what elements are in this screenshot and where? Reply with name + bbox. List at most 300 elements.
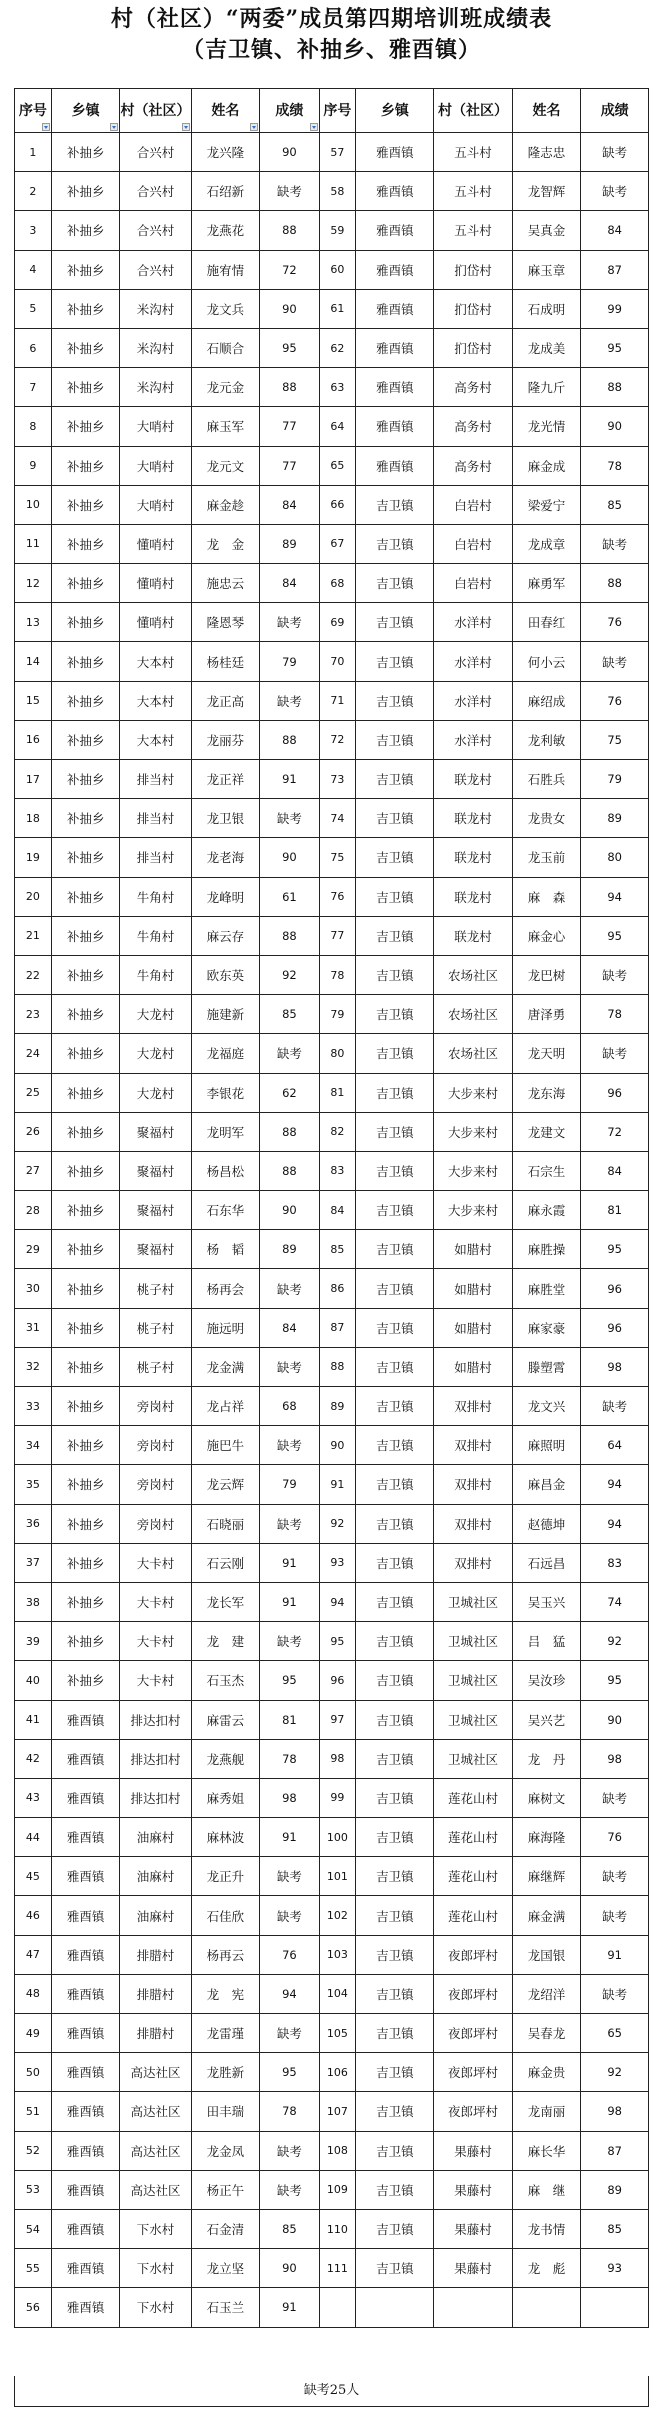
title-line-1: 村（社区）“两委”成员第四期培训班成绩表 [110, 6, 553, 32]
left-town-cell: 雅酉镇 [51, 1896, 120, 1935]
left-seq-cell: 52 [15, 2131, 52, 2170]
left-village-cell: 排腊村 [120, 2014, 191, 2053]
left-name-cell: 杨再云 [191, 1935, 260, 1974]
left-name-cell: 杨再会 [191, 1269, 260, 1308]
left-name-cell: 麻林波 [191, 1818, 260, 1857]
left-seq-cell: 44 [15, 1818, 52, 1857]
left-town-cell: 补抽乡 [51, 603, 120, 642]
absence-summary: 缺考25人 [14, 2376, 649, 2407]
left-town-cell: 补抽乡 [51, 1112, 120, 1151]
left-village-cell: 排腊村 [120, 1935, 191, 1974]
table-row [15, 1739, 649, 1778]
left-village-cell: 大哨村 [120, 446, 191, 485]
table-row [15, 1230, 649, 1269]
right-name-cell: 麻 森 [512, 877, 581, 916]
right-score-cell: 87 [581, 250, 649, 289]
right-score-cell: 83 [581, 1543, 649, 1582]
right-seq-cell: 88 [319, 1347, 356, 1386]
left-score-cell: 61 [260, 877, 319, 916]
left-village-cell: 排达扣村 [120, 1700, 191, 1739]
right-score-cell: 89 [581, 799, 649, 838]
right-village-cell: 联龙村 [434, 916, 512, 955]
table-row [15, 1465, 649, 1504]
left-village-cell: 大龙村 [120, 1034, 191, 1073]
right-town-cell: 吉卫镇 [356, 1387, 434, 1426]
right-village-cell: 双排村 [434, 1543, 512, 1582]
left-seq-cell: 49 [15, 2014, 52, 2053]
left-village-cell: 旁岗村 [120, 1504, 191, 1543]
right-town-cell: 吉卫镇 [356, 603, 434, 642]
right-score-cell: 92 [581, 1622, 649, 1661]
right-town-cell: 吉卫镇 [356, 1857, 434, 1896]
right-village-cell: 联龙村 [434, 838, 512, 877]
left-seq-cell: 43 [15, 1778, 52, 1817]
right-name-cell: 龙南丽 [512, 2092, 581, 2131]
header-seq: 序号 [15, 89, 52, 133]
left-score-cell: 95 [260, 2053, 319, 2092]
right-seq-cell: 76 [319, 877, 356, 916]
left-village-cell: 桃子村 [120, 1347, 191, 1386]
table-row [15, 1700, 649, 1739]
left-name-cell: 施忠云 [191, 564, 260, 603]
table-row [15, 1543, 649, 1582]
left-town-cell: 补抽乡 [51, 642, 120, 681]
left-village-cell: 牛角村 [120, 955, 191, 994]
right-town-cell: 吉卫镇 [356, 2092, 434, 2131]
left-seq-cell: 51 [15, 2092, 52, 2131]
header-village: 村（社区） [120, 89, 191, 133]
right-village-cell: 莲花山村 [434, 1857, 512, 1896]
left-town-cell: 补抽乡 [51, 289, 120, 328]
right-seq-cell: 79 [319, 995, 356, 1034]
left-village-cell: 旁岗村 [120, 1426, 191, 1465]
right-town-cell: 吉卫镇 [356, 2014, 434, 2053]
left-seq-cell: 13 [15, 603, 52, 642]
right-seq-cell: 80 [319, 1034, 356, 1073]
table-row [15, 642, 649, 681]
right-name-cell: 龙成章 [512, 524, 581, 563]
left-score-cell: 98 [260, 1778, 319, 1817]
table-row [15, 1935, 649, 1974]
right-village-cell: 扪岱村 [434, 289, 512, 328]
right-village-cell: 莲花山村 [434, 1818, 512, 1857]
left-town-cell: 补抽乡 [51, 955, 120, 994]
left-seq-cell: 55 [15, 2249, 52, 2288]
left-seq-cell: 22 [15, 955, 52, 994]
left-name-cell: 石东华 [191, 1191, 260, 1230]
right-village-cell: 双排村 [434, 1387, 512, 1426]
right-town-cell: 吉卫镇 [356, 760, 434, 799]
table-row [15, 760, 649, 799]
right-score-cell: 75 [581, 720, 649, 759]
right-town-cell: 雅酉镇 [356, 328, 434, 367]
left-town-cell: 补抽乡 [51, 995, 120, 1034]
left-score-cell: 缺考 [260, 1034, 319, 1073]
right-seq-cell: 91 [319, 1465, 356, 1504]
table-row [15, 211, 649, 250]
right-name-cell: 麻昌金 [512, 1465, 581, 1504]
left-seq-cell: 53 [15, 2170, 52, 2209]
right-seq-cell: 95 [319, 1622, 356, 1661]
right-village-cell: 高务村 [434, 368, 512, 407]
header-seq-right: 序号 [319, 89, 356, 133]
left-seq-cell: 35 [15, 1465, 52, 1504]
left-village-cell: 懂哨村 [120, 603, 191, 642]
left-seq-cell: 41 [15, 1700, 52, 1739]
left-town-cell: 补抽乡 [51, 250, 120, 289]
left-score-cell: 89 [260, 524, 319, 563]
left-village-cell: 大卡村 [120, 1543, 191, 1582]
table-row [15, 2053, 649, 2092]
right-score-cell: 缺考 [581, 1778, 649, 1817]
right-village-cell: 双排村 [434, 1465, 512, 1504]
left-name-cell: 龙正升 [191, 1857, 260, 1896]
right-name-cell: 麻长华 [512, 2131, 581, 2170]
right-town-cell: 吉卫镇 [356, 1073, 434, 1112]
table-row [15, 250, 649, 289]
left-score-cell: 72 [260, 250, 319, 289]
right-score-cell: 94 [581, 1504, 649, 1543]
table-row [15, 720, 649, 759]
left-town-cell: 补抽乡 [51, 1387, 120, 1426]
left-town-cell: 补抽乡 [51, 1543, 120, 1582]
filter-dropdown-icon[interactable] [182, 123, 190, 131]
right-village-cell: 五斗村 [434, 133, 512, 172]
left-village-cell: 聚福村 [120, 1191, 191, 1230]
right-town-cell: 吉卫镇 [356, 1622, 434, 1661]
left-name-cell: 李银花 [191, 1073, 260, 1112]
right-seq-cell: 83 [319, 1151, 356, 1190]
left-score-cell: 77 [260, 446, 319, 485]
left-seq-cell: 2 [15, 172, 52, 211]
left-village-cell: 大龙村 [120, 995, 191, 1034]
left-town-cell: 雅酉镇 [51, 2092, 120, 2131]
left-score-cell: 91 [260, 1543, 319, 1582]
left-village-cell: 下水村 [120, 2288, 191, 2327]
left-village-cell: 大本村 [120, 720, 191, 759]
right-town-cell: 吉卫镇 [356, 1269, 434, 1308]
left-seq-cell: 33 [15, 1387, 52, 1426]
table-row [15, 1112, 649, 1151]
right-seq-cell: 60 [319, 250, 356, 289]
left-seq-cell: 3 [15, 211, 52, 250]
left-village-cell: 旁岗村 [120, 1465, 191, 1504]
table-row [15, 1034, 649, 1073]
left-town-cell: 补抽乡 [51, 1034, 120, 1073]
filter-dropdown-icon[interactable] [310, 123, 318, 131]
left-name-cell: 石绍新 [191, 172, 260, 211]
right-name-cell: 麻永霞 [512, 1191, 581, 1230]
right-village-cell: 如腊村 [434, 1308, 512, 1347]
right-town-cell: 吉卫镇 [356, 1151, 434, 1190]
right-name-cell: 麻金心 [512, 916, 581, 955]
right-score-cell: 95 [581, 1661, 649, 1700]
left-town-cell: 补抽乡 [51, 368, 120, 407]
left-seq-cell: 7 [15, 368, 52, 407]
right-name-cell: 唐泽勇 [512, 995, 581, 1034]
table-row [15, 955, 649, 994]
right-town-cell: 吉卫镇 [356, 2249, 434, 2288]
filter-dropdown-icon[interactable] [110, 123, 118, 131]
right-name-cell: 麻胜堂 [512, 1269, 581, 1308]
table-row [15, 328, 649, 367]
left-score-cell: 62 [260, 1073, 319, 1112]
right-seq-cell: 86 [319, 1269, 356, 1308]
table-row [15, 2014, 649, 2053]
right-name-cell: 麻金成 [512, 446, 581, 485]
right-village-cell: 高务村 [434, 407, 512, 446]
right-town-cell: 吉卫镇 [356, 1778, 434, 1817]
right-score-cell: 99 [581, 289, 649, 328]
right-village-cell: 农场社区 [434, 955, 512, 994]
left-village-cell: 牛角村 [120, 877, 191, 916]
right-seq-cell: 106 [319, 2053, 356, 2092]
left-name-cell: 施巴牛 [191, 1426, 260, 1465]
right-score-cell: 缺考 [581, 955, 649, 994]
right-seq-cell: 99 [319, 1778, 356, 1817]
left-seq-cell: 8 [15, 407, 52, 446]
left-town-cell: 补抽乡 [51, 1151, 120, 1190]
right-score-cell: 96 [581, 1073, 649, 1112]
left-score-cell: 90 [260, 1191, 319, 1230]
left-village-cell: 大本村 [120, 681, 191, 720]
left-name-cell: 麻雷云 [191, 1700, 260, 1739]
right-score-cell: 76 [581, 1818, 649, 1857]
left-village-cell: 合兴村 [120, 133, 191, 172]
right-village-cell: 莲花山村 [434, 1778, 512, 1817]
left-name-cell: 龙丽芬 [191, 720, 260, 759]
left-score-cell: 缺考 [260, 1269, 319, 1308]
right-seq-cell: 101 [319, 1857, 356, 1896]
right-name-cell: 麻胜操 [512, 1230, 581, 1269]
left-seq-cell: 39 [15, 1622, 52, 1661]
header-row [15, 89, 649, 133]
right-score-cell: 87 [581, 2131, 649, 2170]
right-score-cell: 79 [581, 760, 649, 799]
right-name-cell: 滕塑霄 [512, 1347, 581, 1386]
table-row [15, 1974, 649, 2013]
left-town-cell: 补抽乡 [51, 1622, 120, 1661]
right-name-cell: 石宗生 [512, 1151, 581, 1190]
right-village-cell: 高务村 [434, 446, 512, 485]
right-score-cell: 72 [581, 1112, 649, 1151]
right-score-cell: 92 [581, 2053, 649, 2092]
right-seq-cell: 100 [319, 1818, 356, 1857]
table-row [15, 1269, 649, 1308]
table-row [15, 368, 649, 407]
right-name-cell: 麻继辉 [512, 1857, 581, 1896]
table-row [15, 2209, 649, 2248]
left-seq-cell: 16 [15, 720, 52, 759]
left-score-cell: 90 [260, 2249, 319, 2288]
left-town-cell: 补抽乡 [51, 1073, 120, 1112]
right-town-cell: 雅酉镇 [356, 211, 434, 250]
right-seq-cell: 102 [319, 1896, 356, 1935]
left-name-cell: 龙长军 [191, 1582, 260, 1621]
left-name-cell: 欧东英 [191, 955, 260, 994]
left-town-cell: 雅酉镇 [51, 2053, 120, 2092]
left-name-cell: 龙文兵 [191, 289, 260, 328]
right-town-cell: 吉卫镇 [356, 2131, 434, 2170]
left-village-cell: 大本村 [120, 642, 191, 681]
right-name-cell: 龙文兴 [512, 1387, 581, 1426]
right-name-cell: 吴玉兴 [512, 1582, 581, 1621]
right-seq-cell: 70 [319, 642, 356, 681]
left-town-cell: 补抽乡 [51, 760, 120, 799]
right-score-cell: 缺考 [581, 1857, 649, 1896]
right-score-cell: 89 [581, 2170, 649, 2209]
left-score-cell: 79 [260, 1465, 319, 1504]
left-village-cell: 牛角村 [120, 916, 191, 955]
left-town-cell: 补抽乡 [51, 1230, 120, 1269]
title-line-2: （吉卫镇、补抽乡、雅酉镇） [181, 37, 481, 63]
left-town-cell: 补抽乡 [51, 681, 120, 720]
right-town-cell: 吉卫镇 [356, 1974, 434, 2013]
right-seq-cell: 78 [319, 955, 356, 994]
left-name-cell: 隆恩琴 [191, 603, 260, 642]
right-town-cell: 雅酉镇 [356, 407, 434, 446]
left-seq-cell: 19 [15, 838, 52, 877]
left-village-cell: 米沟村 [120, 328, 191, 367]
table-row [15, 2288, 649, 2327]
right-town-cell: 吉卫镇 [356, 2209, 434, 2248]
right-score-cell: 95 [581, 1230, 649, 1269]
right-name-cell: 吴春龙 [512, 2014, 581, 2053]
right-village-cell: 夜郎坪村 [434, 1974, 512, 2013]
right-seq-cell: 107 [319, 2092, 356, 2131]
right-village-cell: 莲花山村 [434, 1896, 512, 1935]
left-town-cell: 补抽乡 [51, 211, 120, 250]
right-seq-cell: 108 [319, 2131, 356, 2170]
right-score-cell: 90 [581, 407, 649, 446]
left-village-cell: 聚福村 [120, 1112, 191, 1151]
left-score-cell: 85 [260, 2209, 319, 2248]
left-name-cell: 杨昌松 [191, 1151, 260, 1190]
right-seq-cell: 105 [319, 2014, 356, 2053]
left-score-cell: 缺考 [260, 603, 319, 642]
left-town-cell: 补抽乡 [51, 407, 120, 446]
right-score-cell: 缺考 [581, 524, 649, 563]
table-row [15, 446, 649, 485]
left-score-cell: 缺考 [260, 1426, 319, 1465]
right-village-cell: 大步来村 [434, 1191, 512, 1230]
left-seq-cell: 21 [15, 916, 52, 955]
left-village-cell: 大卡村 [120, 1661, 191, 1700]
left-score-cell: 94 [260, 1974, 319, 2013]
left-score-cell: 78 [260, 1739, 319, 1778]
right-seq-cell: 66 [319, 485, 356, 524]
left-score-cell: 78 [260, 2092, 319, 2131]
right-town-cell: 吉卫镇 [356, 1426, 434, 1465]
right-name-cell: 石成明 [512, 289, 581, 328]
left-village-cell: 桃子村 [120, 1269, 191, 1308]
left-town-cell: 补抽乡 [51, 1269, 120, 1308]
right-seq-cell: 65 [319, 446, 356, 485]
right-town-cell: 吉卫镇 [356, 916, 434, 955]
left-village-cell: 下水村 [120, 2209, 191, 2248]
right-name-cell: 麻绍成 [512, 681, 581, 720]
left-score-cell: 68 [260, 1387, 319, 1426]
right-score-cell: 85 [581, 2209, 649, 2248]
right-town-cell: 吉卫镇 [356, 1896, 434, 1935]
right-score-cell: 98 [581, 1739, 649, 1778]
left-name-cell: 龙元文 [191, 446, 260, 485]
right-town-cell: 雅酉镇 [356, 368, 434, 407]
left-town-cell: 雅酉镇 [51, 1818, 120, 1857]
right-village-cell: 果藤村 [434, 2170, 512, 2209]
left-town-cell: 雅酉镇 [51, 1974, 120, 2013]
table-row [15, 1387, 649, 1426]
filter-dropdown-icon[interactable] [42, 123, 50, 131]
table-row [15, 877, 649, 916]
left-town-cell: 补抽乡 [51, 328, 120, 367]
left-score-cell: 缺考 [260, 1622, 319, 1661]
header-town-right: 乡镇 [356, 89, 434, 133]
left-score-cell: 88 [260, 211, 319, 250]
left-seq-cell: 6 [15, 328, 52, 367]
right-village-cell: 夜郎坪村 [434, 1935, 512, 1974]
left-town-cell: 雅酉镇 [51, 2014, 120, 2053]
left-score-cell: 缺考 [260, 172, 319, 211]
table-row [15, 1818, 649, 1857]
right-name-cell: 龙国银 [512, 1935, 581, 1974]
right-town-cell: 吉卫镇 [356, 1818, 434, 1857]
left-seq-cell: 17 [15, 760, 52, 799]
left-score-cell: 缺考 [260, 1347, 319, 1386]
left-seq-cell: 37 [15, 1543, 52, 1582]
right-name-cell: 龙 彪 [512, 2249, 581, 2288]
filter-dropdown-icon[interactable] [250, 123, 258, 131]
table-row [15, 2092, 649, 2131]
right-score-cell: 94 [581, 1465, 649, 1504]
left-seq-cell: 12 [15, 564, 52, 603]
left-village-cell: 聚福村 [120, 1230, 191, 1269]
left-score-cell: 84 [260, 564, 319, 603]
left-town-cell: 补抽乡 [51, 1465, 120, 1504]
right-village-cell: 白岩村 [434, 564, 512, 603]
right-name-cell: 梁爱宁 [512, 485, 581, 524]
right-village-cell: 大步来村 [434, 1112, 512, 1151]
right-seq-cell: 92 [319, 1504, 356, 1543]
right-score-cell: 90 [581, 1700, 649, 1739]
table-row [15, 799, 649, 838]
right-town-cell: 吉卫镇 [356, 681, 434, 720]
left-score-cell: 88 [260, 1151, 319, 1190]
table-body [15, 133, 649, 2328]
right-score-cell: 98 [581, 2092, 649, 2131]
left-village-cell: 排腊村 [120, 1974, 191, 2013]
left-name-cell: 龙峰明 [191, 877, 260, 916]
right-score-cell: 85 [581, 485, 649, 524]
left-seq-cell: 11 [15, 524, 52, 563]
right-score-cell: 98 [581, 1347, 649, 1386]
left-name-cell: 石晓丽 [191, 1504, 260, 1543]
left-seq-cell: 10 [15, 485, 52, 524]
right-score-cell: 74 [581, 1582, 649, 1621]
left-village-cell: 大卡村 [120, 1622, 191, 1661]
right-name-cell: 吴兴艺 [512, 1700, 581, 1739]
left-score-cell: 缺考 [260, 1857, 319, 1896]
right-village-cell: 卫城社区 [434, 1622, 512, 1661]
left-town-cell: 补抽乡 [51, 1504, 120, 1543]
right-score-cell: 96 [581, 1308, 649, 1347]
left-name-cell: 杨 韬 [191, 1230, 260, 1269]
left-town-cell: 雅酉镇 [51, 2170, 120, 2209]
right-score-cell: 93 [581, 2249, 649, 2288]
left-village-cell: 排当村 [120, 799, 191, 838]
left-village-cell: 米沟村 [120, 289, 191, 328]
left-score-cell: 缺考 [260, 2170, 319, 2209]
